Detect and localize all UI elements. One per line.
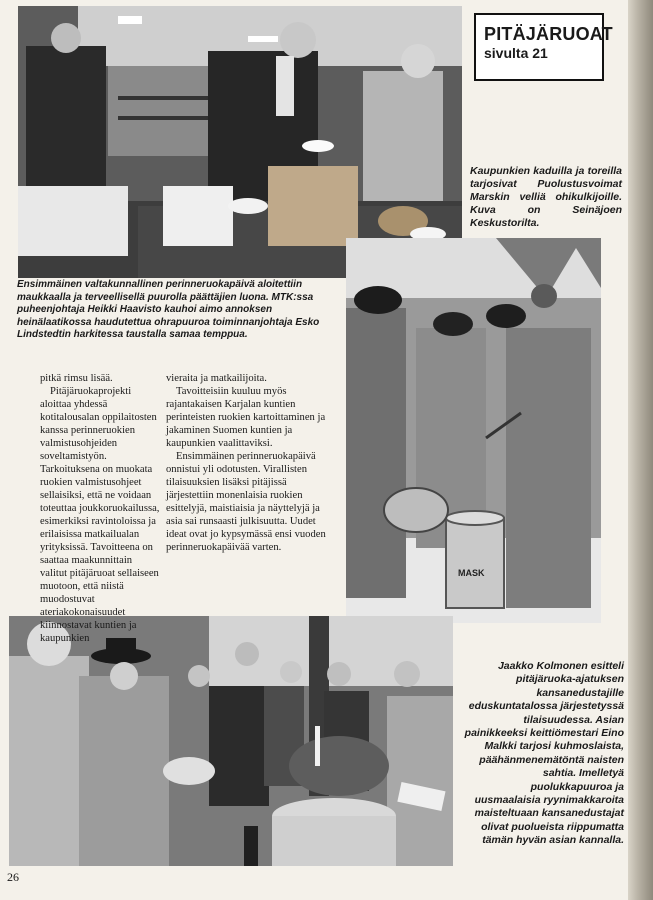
pot-label: MASK [458, 568, 485, 578]
title-line1: PITÄJÄRUOAT [484, 24, 613, 44]
caption-bottom-right: Jaakko Kolmonen esitteli pitäjäruoka-ajatuksen kansanedustajille eduskuntatalossa järjestetyssä tilaisuudessa. Asian painikkeeksi keittiömestari Eino Malkki tarjosi kuhmoslaista, päähänmenemätöntä naisten sahtia. Imelletyä puolukkapuuroa ja uusmaalaisia ryynimakkaroita maisteltuaan kansanedustajat olivat puolueista riippumatta tämän hyvän asian kannalla. [464, 660, 624, 847]
caption-left: Ensimmäinen valtakunnallinen perinneruokapäivä aloitettiin maukkaalla ja terveellisellä puurolla päättäjien luona. MTK:ssa puheenjohtaja Heikki Haavisto kauhoi aimo annoksen heinälaatikossa haudutettua ohrapuuroa toiminnanjohtaja Esko Lindstedtin harkitessa taustalla samaa temppua. [17, 279, 320, 340]
title-line2: sivulta 21 [484, 45, 548, 61]
paragraph: vieraita ja matkailijoita. [166, 373, 267, 384]
paragraph: Pitäjäruokaprojekti aloittaa yhdessä kotitalousalan oppilaitosten kanssa perinneruokien valmistusohjeiden soveltamistyön. Tarkoituksena on muokata ruokien valmistusohjeet sellaisiksi, että ne voidaan toteuttaa joukkoruokailussa, esimerkiksi ravintoloissa ja erilaisissa matkailualan yrityksissä. Tavoitteena on saattaa maakunnittain valitut pitäjäruoat sellaiseen muotoon, että niistä muodostuvat ateriakokonaisuudet kiinnostavat kuntien ja kaupunkien [40, 386, 160, 644]
paragraph: Ensimmäinen perinneruokapäivä onnistui yli odotusten. Virallisten tilaisuuksien lisäksi pitäjissä järjestettiin monenlaisia ruokien esittelyjä, maistiaisia ja näyttelyjä ja asia sai runsaasti julkisuutta. Uudet ideat ovat jo kypsymässä ensi vuoden perinneruokapäivää varten. [166, 451, 326, 553]
paragraph: pitkä rimsu lisää. [40, 373, 113, 384]
photo-soldiers [346, 238, 601, 623]
page-number: 26 [7, 870, 19, 884]
caption-top-right: Kaupunkien kaduilla ja toreilla tarjosivat Puolustusvoimat Marskin velliä ohikulkijoille. Kuva on Seinäjoen Keskustorilta. [470, 165, 622, 229]
text-column-1 [40, 372, 160, 645]
text-column-2 [166, 372, 332, 554]
photo-reception [9, 616, 453, 866]
title-box [474, 13, 613, 81]
paragraph: Tavoitteisiin kuuluu myös rajantakaisen Karjalan kuntien perinteisten ruokien kartoittaminen ja jakaminen Suomen kuntien ja kaupunkien vaalittaviksi. [166, 386, 326, 449]
page-edge [628, 0, 653, 900]
